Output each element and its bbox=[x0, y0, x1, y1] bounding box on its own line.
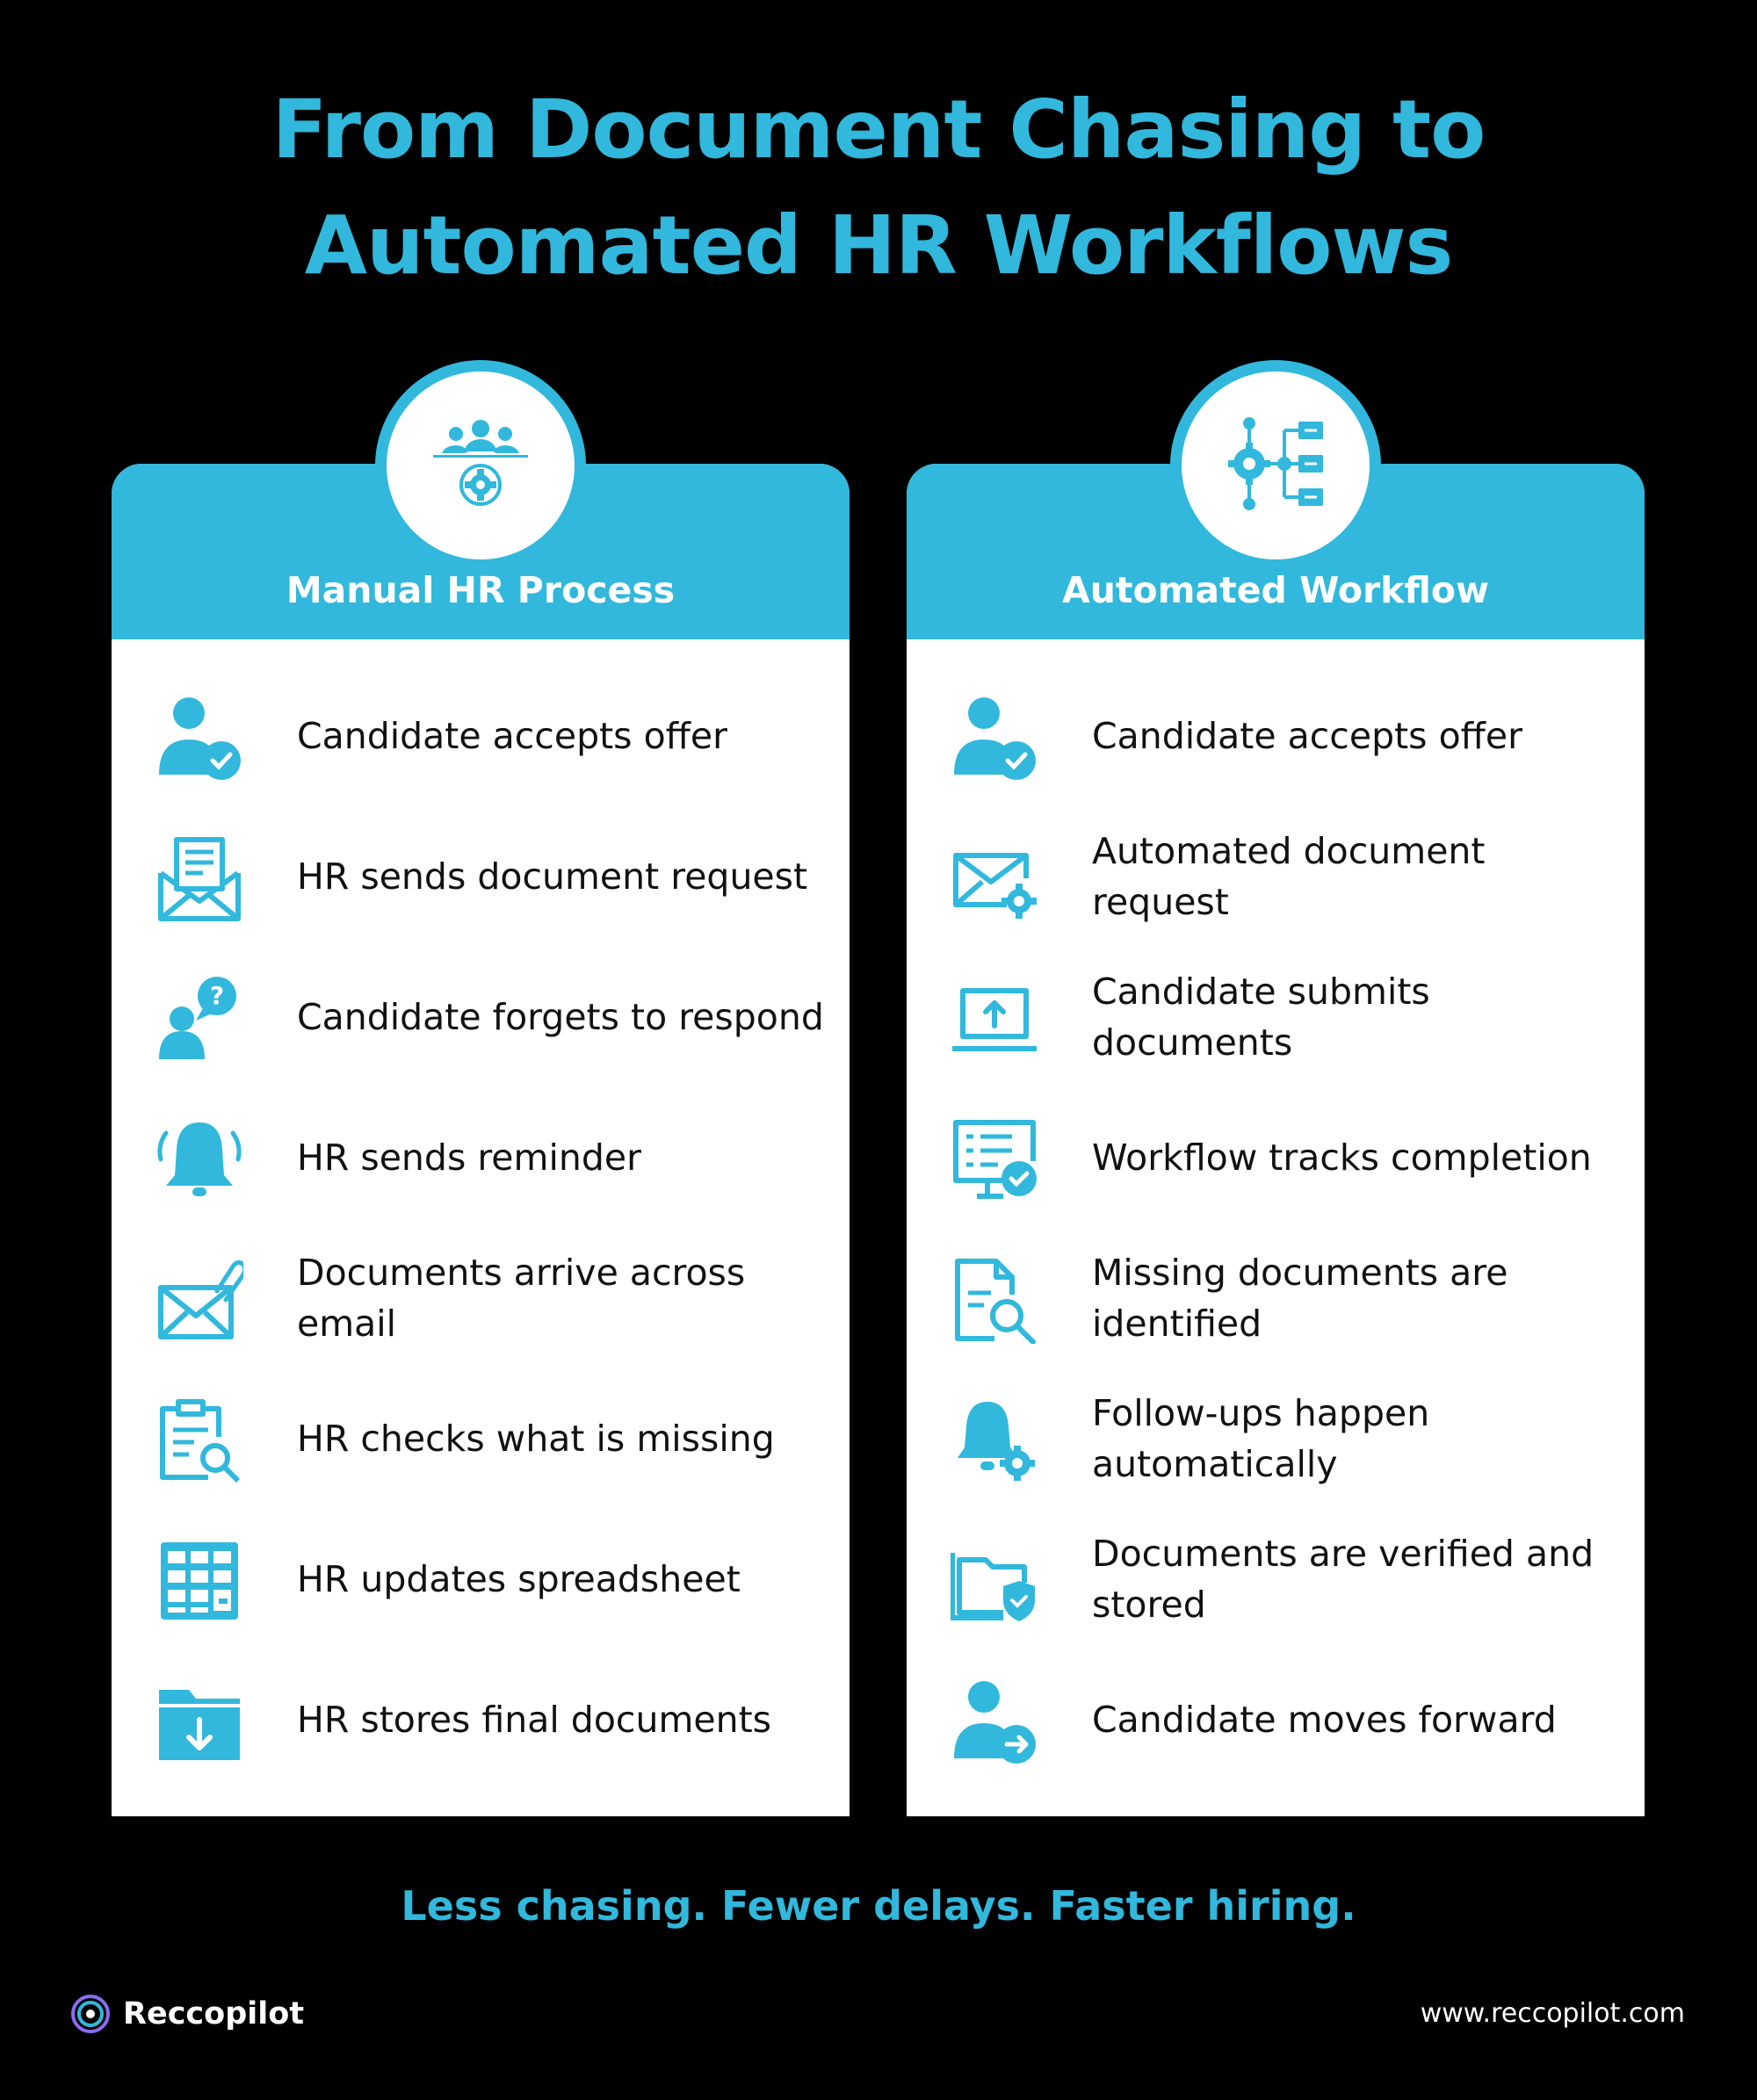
folder-shield-icon bbox=[951, 1537, 1038, 1625]
list-item bbox=[112, 806, 850, 947]
document-search-icon bbox=[951, 1256, 1038, 1344]
automated-badge bbox=[1170, 360, 1381, 571]
item-label: Follow-ups happen automatically bbox=[1092, 1392, 1430, 1485]
item-label: HR sends document request bbox=[297, 855, 808, 898]
footer-brand[interactable] bbox=[70, 1989, 304, 2039]
item-label: HR updates spreadsheet bbox=[297, 1558, 741, 1600]
list-item bbox=[112, 666, 850, 806]
item-label: HR stores final documents bbox=[297, 1699, 772, 1741]
clipboard-search-icon bbox=[155, 1396, 243, 1484]
title-line-1: From Document Chasing to bbox=[271, 83, 1486, 177]
automated-card-title: Automated Workflow bbox=[1062, 569, 1489, 611]
laptop-upload-icon bbox=[951, 975, 1038, 1063]
list-item bbox=[112, 1368, 850, 1509]
item-label: Automated document request bbox=[1092, 830, 1486, 923]
bell-gear-icon bbox=[951, 1396, 1038, 1484]
list-item bbox=[112, 1509, 850, 1649]
svg-text:?: ? bbox=[209, 981, 225, 1010]
envelope-document-icon bbox=[155, 834, 243, 922]
envelope-gear-icon bbox=[951, 834, 1038, 922]
item-label: Missing documents are identified bbox=[1092, 1252, 1508, 1345]
list-item bbox=[907, 1228, 1645, 1368]
list-item bbox=[112, 1228, 850, 1368]
manual-card-title: Manual HR Process bbox=[286, 569, 676, 611]
team-gear-icon bbox=[428, 411, 533, 516]
list-item bbox=[907, 806, 1645, 947]
manual-badge bbox=[375, 360, 586, 571]
footer-url-link[interactable]: www.reccopilot.com bbox=[1420, 1998, 1685, 2029]
monitor-checklist-icon bbox=[951, 1115, 1038, 1203]
list-item bbox=[112, 947, 850, 1087]
list-item bbox=[907, 1649, 1645, 1790]
list-item bbox=[112, 1087, 850, 1228]
list-item bbox=[112, 1649, 850, 1790]
page-title bbox=[0, 72, 1757, 304]
item-label: HR sends reminder bbox=[297, 1137, 641, 1179]
item-label: Workflow tracks completion bbox=[1092, 1137, 1592, 1179]
brand-name: Reccopilot bbox=[123, 1996, 305, 2031]
item-label: Candidate accepts offer bbox=[297, 715, 727, 757]
tagline: Less chasing. Fewer delays. Faster hiring. bbox=[401, 1882, 1356, 1930]
automated-workflow-card bbox=[907, 464, 1645, 1816]
user-question-icon bbox=[155, 975, 243, 1063]
list-item bbox=[907, 666, 1645, 806]
reccopilot-logo-icon bbox=[70, 1994, 111, 2034]
list-item bbox=[907, 1368, 1645, 1509]
folder-download-icon bbox=[155, 1678, 243, 1765]
user-check-icon bbox=[155, 694, 243, 782]
list-item bbox=[907, 1087, 1645, 1228]
item-label: Candidate moves forward bbox=[1092, 1699, 1557, 1741]
workflow-gear-icon bbox=[1223, 411, 1328, 516]
spreadsheet-icon bbox=[155, 1537, 243, 1625]
item-label: Documents arrive across email bbox=[297, 1252, 746, 1345]
user-check-icon bbox=[951, 694, 1038, 782]
list-item bbox=[907, 947, 1645, 1087]
title-line-2: Automated HR Workflows bbox=[304, 198, 1453, 292]
bell-ringing-icon bbox=[155, 1115, 243, 1203]
item-label: Candidate accepts offer bbox=[1092, 715, 1522, 757]
item-label: Candidate submits documents bbox=[1092, 971, 1430, 1064]
user-arrow-icon bbox=[951, 1678, 1038, 1765]
item-label: HR checks what is missing bbox=[297, 1418, 775, 1460]
manual-process-card bbox=[112, 464, 850, 1816]
item-label: Documents are verified and stored bbox=[1092, 1533, 1594, 1626]
list-item bbox=[907, 1509, 1645, 1649]
envelope-attachment-icon bbox=[155, 1256, 243, 1344]
item-label: Candidate forgets to respond bbox=[297, 996, 824, 1038]
